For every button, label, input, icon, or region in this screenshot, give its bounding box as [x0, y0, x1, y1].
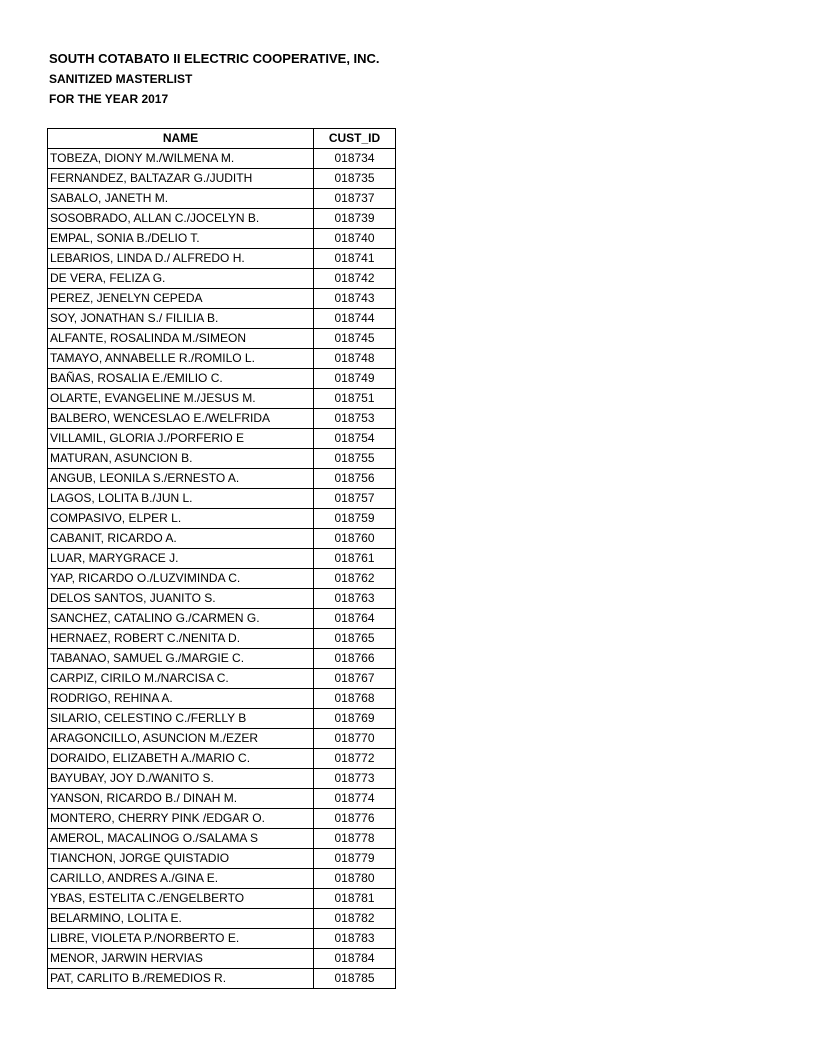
customer-id-cell: 018761	[314, 549, 396, 569]
document-header	[49, 49, 380, 109]
customer-name-cell: TIANCHON, JORGE QUISTADIO	[48, 849, 314, 869]
customer-name-cell: ALFANTE, ROSALINDA M./SIMEON	[48, 329, 314, 349]
customer-name-cell: FERNANDEZ, BALTAZAR G./JUDITH	[48, 169, 314, 189]
table-row	[48, 669, 396, 689]
customer-name-cell: DELOS SANTOS, JUANITO S.	[48, 589, 314, 609]
year-line: FOR THE YEAR 2017	[49, 92, 169, 106]
customer-name-cell: SABALO, JANETH M.	[48, 189, 314, 209]
customer-id-cell: 018740	[314, 229, 396, 249]
customer-name-cell: YAP, RICARDO O./LUZVIMINDA C.	[48, 569, 314, 589]
customer-id-cell: 018784	[314, 949, 396, 969]
table-row	[48, 389, 396, 409]
table-row	[48, 589, 396, 609]
customer-id-cell: 018776	[314, 809, 396, 829]
customer-id-cell: 018778	[314, 829, 396, 849]
customer-name-cell: BELARMINO, LOLITA E.	[48, 909, 314, 929]
customer-id-cell: 018745	[314, 329, 396, 349]
customer-id-cell: 018757	[314, 489, 396, 509]
customer-id-cell: 018767	[314, 669, 396, 689]
table-row	[48, 489, 396, 509]
table-row	[48, 309, 396, 329]
table-row	[48, 289, 396, 309]
customer-name-cell: DE VERA, FELIZA G.	[48, 269, 314, 289]
customer-name-cell: AMEROL, MACALINOG O./SALAMA S	[48, 829, 314, 849]
customer-name-cell: LAGOS, LOLITA B./JUN L.	[48, 489, 314, 509]
table-row	[48, 349, 396, 369]
table-row	[48, 869, 396, 889]
customer-id-cell: 018763	[314, 589, 396, 609]
customer-id-cell: 018755	[314, 449, 396, 469]
customer-id-cell: 018783	[314, 929, 396, 949]
table-row	[48, 269, 396, 289]
customer-name-cell: OLARTE, EVANGELINE M./JESUS M.	[48, 389, 314, 409]
customer-id-cell: 018748	[314, 349, 396, 369]
table-row	[48, 449, 396, 469]
customer-name-cell: BAÑAS, ROSALIA E./EMILIO C.	[48, 369, 314, 389]
customer-name-cell: YBAS, ESTELITA C./ENGELBERTO	[48, 889, 314, 909]
table-row	[48, 429, 396, 449]
table-row	[48, 549, 396, 569]
customer-name-cell: MATURAN, ASUNCION B.	[48, 449, 314, 469]
customer-name-cell: CABANIT, RICARDO A.	[48, 529, 314, 549]
customer-name-cell: MENOR, JARWIN HERVIAS	[48, 949, 314, 969]
customer-name-cell: RODRIGO, REHINA A.	[48, 689, 314, 709]
customer-id-cell: 018756	[314, 469, 396, 489]
table-row	[48, 949, 396, 969]
customer-id-cell: 018762	[314, 569, 396, 589]
customer-id-cell: 018742	[314, 269, 396, 289]
table-row	[48, 189, 396, 209]
customer-id-cell: 018749	[314, 369, 396, 389]
customer-id-cell: 018754	[314, 429, 396, 449]
customer-name-cell: CARPIZ, CIRILO M./NARCISA C.	[48, 669, 314, 689]
customer-name-cell: HERNAEZ, ROBERT C./NENITA D.	[48, 629, 314, 649]
customer-id-cell: 018769	[314, 709, 396, 729]
customer-name-cell: EMPAL, SONIA B./DELIO T.	[48, 229, 314, 249]
table-row	[48, 509, 396, 529]
customer-id-cell: 018785	[314, 969, 396, 989]
customer-name-cell: SILARIO, CELESTINO C./FERLLY B	[48, 709, 314, 729]
customer-id-cell: 018773	[314, 769, 396, 789]
customer-name-cell: LIBRE, VIOLETA P./NORBERTO E.	[48, 929, 314, 949]
table-row	[48, 849, 396, 869]
table-row	[48, 369, 396, 389]
customer-id-cell: 018737	[314, 189, 396, 209]
document-subtitle: SANITIZED MASTERLIST	[49, 72, 193, 86]
customer-id-cell: 018759	[314, 509, 396, 529]
customer-id-cell: 018781	[314, 889, 396, 909]
table-row	[48, 529, 396, 549]
customer-id-cell: 018751	[314, 389, 396, 409]
customer-id-cell: 018782	[314, 909, 396, 929]
customer-id-cell: 018741	[314, 249, 396, 269]
customer-name-cell: TAMAYO, ANNABELLE R./ROMILO L.	[48, 349, 314, 369]
customer-name-cell: COMPASIVO, ELPER L.	[48, 509, 314, 529]
table-row	[48, 709, 396, 729]
column-header-name: NAME	[48, 129, 314, 149]
table-row	[48, 829, 396, 849]
table-row	[48, 629, 396, 649]
customer-id-cell: 018760	[314, 529, 396, 549]
table-row	[48, 769, 396, 789]
customer-name-cell: PEREZ, JENELYN CEPEDA	[48, 289, 314, 309]
table-row	[48, 209, 396, 229]
table-header-row	[48, 129, 396, 149]
customer-name-cell: LEBARIOS, LINDA D./ ALFREDO H.	[48, 249, 314, 269]
customer-id-cell: 018743	[314, 289, 396, 309]
customer-id-cell: 018744	[314, 309, 396, 329]
customer-id-cell: 018765	[314, 629, 396, 649]
table-row	[48, 329, 396, 349]
customer-name-cell: MONTERO, CHERRY PINK /EDGAR O.	[48, 809, 314, 829]
table-row	[48, 649, 396, 669]
table-row	[48, 249, 396, 269]
customer-name-cell: YANSON, RICARDO B./ DINAH M.	[48, 789, 314, 809]
customer-id-cell: 018768	[314, 689, 396, 709]
customer-name-cell: ANGUB, LEONILA S./ERNESTO A.	[48, 469, 314, 489]
customer-name-cell: ARAGONCILLO, ASUNCION M./EZER	[48, 729, 314, 749]
customer-name-cell: DORAIDO, ELIZABETH A./MARIO C.	[48, 749, 314, 769]
table-row	[48, 909, 396, 929]
customer-name-cell: VILLAMIL, GLORIA J./PORFERIO E	[48, 429, 314, 449]
customer-id-cell: 018735	[314, 169, 396, 189]
customer-id-cell: 018764	[314, 609, 396, 629]
customer-id-cell: 018770	[314, 729, 396, 749]
customer-name-cell: BALBERO, WENCESLAO E./WELFRIDA	[48, 409, 314, 429]
table-row	[48, 889, 396, 909]
customer-id-cell: 018766	[314, 649, 396, 669]
table-row	[48, 749, 396, 769]
customer-name-cell: TOBEZA, DIONY M./WILMENA M.	[48, 149, 314, 169]
customer-name-cell: PAT, CARLITO B./REMEDIOS R.	[48, 969, 314, 989]
table-row	[48, 689, 396, 709]
table-row	[48, 469, 396, 489]
customer-name-cell: BAYUBAY, JOY D./WANITO S.	[48, 769, 314, 789]
customer-id-cell: 018772	[314, 749, 396, 769]
customer-id-cell: 018780	[314, 869, 396, 889]
customer-name-cell: CARILLO, ANDRES A./GINA E.	[48, 869, 314, 889]
table-row	[48, 729, 396, 749]
table-row	[48, 149, 396, 169]
table-row	[48, 609, 396, 629]
table-row	[48, 409, 396, 429]
masterlist-table	[47, 128, 396, 989]
customer-name-cell: SOY, JONATHAN S./ FILILIA B.	[48, 309, 314, 329]
customer-name-cell: SANCHEZ, CATALINO G./CARMEN G.	[48, 609, 314, 629]
table-body	[48, 149, 396, 989]
customer-name-cell: SOSOBRADO, ALLAN C./JOCELYN B.	[48, 209, 314, 229]
customer-id-cell: 018774	[314, 789, 396, 809]
customer-name-cell: LUAR, MARYGRACE J.	[48, 549, 314, 569]
org-name: SOUTH COTABATO II ELECTRIC COOPERATIVE, INC.	[49, 51, 380, 66]
customer-id-cell: 018734	[314, 149, 396, 169]
table-row	[48, 569, 396, 589]
table-row	[48, 929, 396, 949]
table-row	[48, 229, 396, 249]
customer-id-cell: 018753	[314, 409, 396, 429]
customer-name-cell: TABANAO, SAMUEL G./MARGIE C.	[48, 649, 314, 669]
customer-id-cell: 018779	[314, 849, 396, 869]
table-row	[48, 809, 396, 829]
customer-id-cell: 018739	[314, 209, 396, 229]
column-header-cust-id: CUST_ID	[314, 129, 396, 149]
table-row	[48, 169, 396, 189]
table-row	[48, 969, 396, 989]
table-row	[48, 789, 396, 809]
